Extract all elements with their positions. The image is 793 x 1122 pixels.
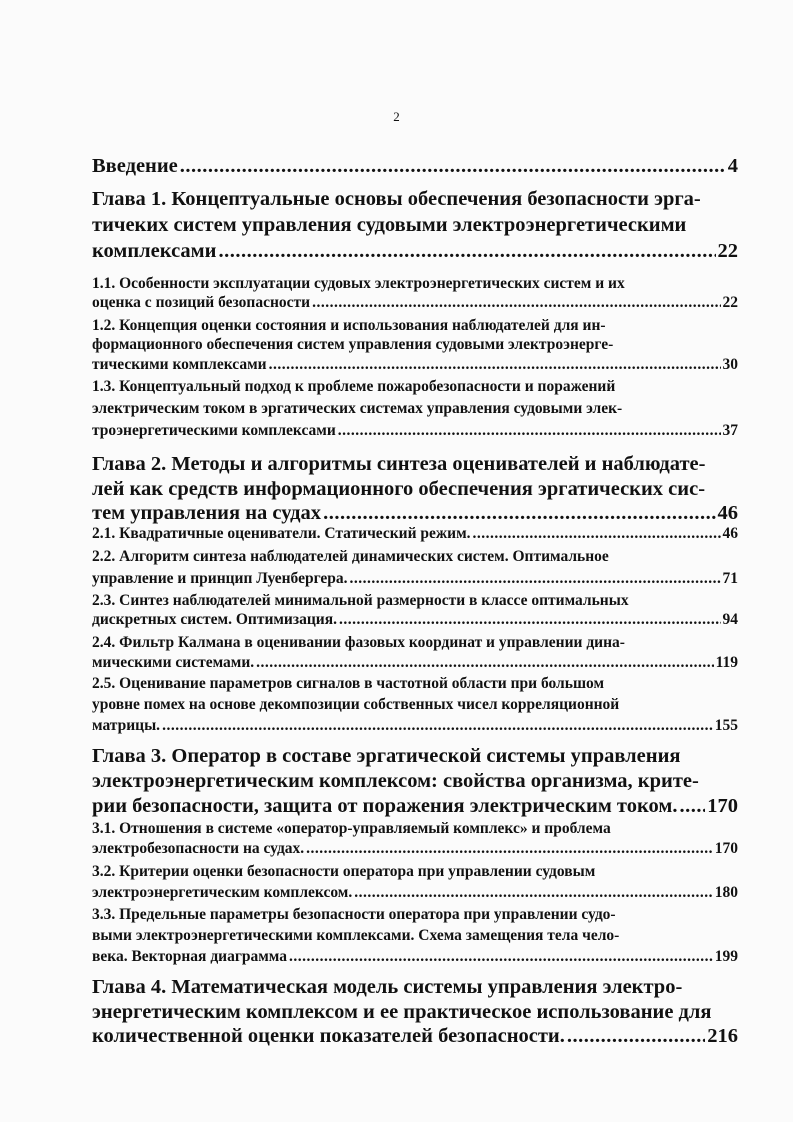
toc-text: рии безопасности, защита от поражения электрическим током. xyxy=(92,795,678,817)
toc-section-1-3-last[interactable] xyxy=(92,422,738,440)
toc-text: лей как средств информационного обеспечения эргатических сис- xyxy=(92,478,706,500)
toc-text: 2.5. Оценивание параметров сигналов в частотной области при большом xyxy=(92,675,605,692)
toc-chapter-2-line-1[interactable] xyxy=(92,453,738,476)
toc-text: выми электроэнергетическими комплексами. Схема замещения тела чело- xyxy=(92,927,620,944)
toc-section-2-5-line-2[interactable] xyxy=(92,696,738,714)
toc-section-2-2-last[interactable] xyxy=(92,570,738,588)
toc-page: 22 xyxy=(722,294,738,311)
toc-chapter-3-last[interactable] xyxy=(92,795,738,818)
toc-section-2-2-line-1[interactable] xyxy=(92,548,738,566)
toc-text: комплексами xyxy=(92,240,217,262)
toc-section-3-1-line-1[interactable] xyxy=(92,820,738,838)
toc-page: 46 xyxy=(717,502,738,524)
toc-text: тем управления на судах xyxy=(92,502,322,524)
toc-section-2-3-line-1[interactable] xyxy=(92,592,738,610)
toc-section-1-3-line-2[interactable] xyxy=(92,400,738,418)
toc-text: Глава 2. Методы и алгоритмы синтеза оценивателей и наблюдате- xyxy=(92,453,706,475)
toc-text: 2.1. Квадратичные оцениватели. Статический режим. xyxy=(92,525,471,542)
toc-section-1-2-last[interactable] xyxy=(92,356,738,374)
toc-page: 170 xyxy=(714,840,738,857)
toc-chapter-1-line-2[interactable] xyxy=(92,214,738,237)
toc-page: 155 xyxy=(714,717,738,734)
dot-leader xyxy=(339,611,721,629)
toc-section-2-3-last[interactable] xyxy=(92,611,738,629)
toc-text: уровне помех на основе декомпозиции собственных чисел корреляционной xyxy=(92,696,620,713)
toc-text: управление и принцип Луенбергера. xyxy=(92,570,348,587)
dot-leader xyxy=(679,795,705,818)
toc-section-2-4-line-1[interactable] xyxy=(92,634,738,652)
toc-page: 119 xyxy=(715,654,738,671)
dot-leader xyxy=(473,525,721,543)
dot-leader xyxy=(354,884,713,902)
toc-text: Глава 1. Концептуальные основы обеспечения безопасности эрга- xyxy=(92,188,701,210)
toc-entry-intro[interactable] xyxy=(92,155,738,178)
toc-text: тичеких систем управления судовыми электроэнергетическими xyxy=(92,214,687,236)
toc-text: тическими комплексами xyxy=(92,356,267,373)
dot-leader xyxy=(350,570,721,588)
toc-section-2-5-line-1[interactable] xyxy=(92,675,738,693)
toc-text: 1.2. Концепция оценки состояния и использования наблюдателей для ин- xyxy=(92,317,606,334)
toc-section-2-4-last[interactable] xyxy=(92,654,738,672)
dot-leader xyxy=(180,155,726,178)
dot-leader xyxy=(312,294,720,312)
toc-page: 46 xyxy=(722,525,738,542)
toc-section-3-2-last[interactable] xyxy=(92,884,738,902)
page-number: 2 xyxy=(393,109,400,124)
toc-section-3-3-line-1[interactable] xyxy=(92,906,738,924)
toc-text: энергетическим комплексом и ее практическое использование для xyxy=(92,1001,712,1023)
toc-text: электробезопасности на судах. xyxy=(92,840,305,857)
toc-page: 199 xyxy=(714,948,738,965)
toc-section-3-3-last[interactable] xyxy=(92,948,738,966)
toc-text: 3.1. Отношения в системе «оператор-управляемый комплекс» и проблема xyxy=(92,820,611,837)
toc-section-3-2-line-1[interactable] xyxy=(92,863,738,881)
toc-text: количественной оценки показателей безопасности. xyxy=(92,1025,565,1047)
toc-chapter-2-last[interactable] xyxy=(92,502,738,525)
toc-page: 30 xyxy=(722,356,738,373)
toc-chapter-4-line-2[interactable] xyxy=(92,1001,738,1024)
dot-leader xyxy=(162,717,713,735)
toc-chapter-3-line-1[interactable] xyxy=(92,745,738,768)
toc-page: 170 xyxy=(707,795,738,817)
toc-page: 94 xyxy=(722,611,738,628)
toc-text: электроэнергетическим комплексом: свойства организма, крите- xyxy=(92,770,699,792)
toc-section-1-2-line-2[interactable] xyxy=(92,336,738,354)
toc-chapter-3-line-2[interactable] xyxy=(92,770,738,793)
toc-chapter-1-line-1[interactable] xyxy=(92,188,738,211)
toc-title: Введение xyxy=(92,155,178,177)
toc-text: дискретных систем. Оптимизация. xyxy=(92,611,337,628)
toc-text: 1.1. Особенности эксплуатации судовых электроэнергетических систем и их xyxy=(92,275,625,292)
toc-text: троэнергетическими комплексами xyxy=(92,422,336,439)
toc-text: электроэнергетическим комплексом. xyxy=(92,884,353,901)
dot-leader xyxy=(338,422,721,440)
toc-chapter-1-last[interactable] xyxy=(92,240,738,263)
toc-text: 2.3. Синтез наблюдателей минимальной размерности в классе оптимальных xyxy=(92,592,629,609)
toc-text: 1.3. Концептуальный подход к проблеме пожаробезопасности и поражений xyxy=(92,378,616,395)
toc-chapter-4-line-1[interactable] xyxy=(92,976,738,999)
dot-leader xyxy=(323,502,715,525)
toc-section-3-3-line-2[interactable] xyxy=(92,927,738,945)
toc-section-2-1[interactable] xyxy=(92,525,738,543)
toc-text: Глава 4. Математическая модель системы управления электро- xyxy=(92,976,683,998)
toc-text: 3.2. Критерии оценки безопасности оператора при управлении судовым xyxy=(92,863,596,880)
toc-text: века. Векторная диаграмма xyxy=(92,948,288,965)
toc-text: матрицы. xyxy=(92,717,161,734)
dot-leader xyxy=(289,948,713,966)
toc-text: 2.2. Алгоритм синтеза наблюдателей динамических систем. Оптимальное xyxy=(92,548,609,565)
toc-section-1-1-last[interactable] xyxy=(92,294,738,312)
toc-page: 71 xyxy=(722,570,738,587)
toc-chapter-4-last[interactable] xyxy=(92,1025,738,1048)
toc-page: 180 xyxy=(714,884,738,901)
dot-leader xyxy=(269,356,721,374)
toc-text: оценка с позиций безопасности xyxy=(92,294,311,311)
toc-chapter-2-line-2[interactable] xyxy=(92,478,738,501)
toc-text: Глава 3. Оператор в составе эргатической системы управления xyxy=(92,745,681,767)
dot-leader xyxy=(256,654,713,672)
toc-text: 3.3. Предельные параметры безопасности оператора при управлении судо- xyxy=(92,906,616,923)
toc-page: 216 xyxy=(707,1025,738,1047)
toc-text: мическими системами. xyxy=(92,654,255,671)
toc-section-1-2-line-1[interactable] xyxy=(92,317,738,335)
toc-section-1-1-line-1[interactable] xyxy=(92,275,738,293)
toc-page: 37 xyxy=(722,422,738,439)
toc-text: формационного обеспечения систем управления судовыми электроэнерге- xyxy=(92,336,614,353)
dot-leader xyxy=(218,240,715,263)
toc-text: 2.4. Фильтр Калмана в оценивании фазовых координат и управлении дина- xyxy=(92,634,625,651)
toc-page: 22 xyxy=(717,240,738,262)
toc-section-2-5-last[interactable] xyxy=(92,717,738,735)
toc-section-3-1-last[interactable] xyxy=(92,840,738,858)
toc-section-1-3-line-1[interactable] xyxy=(92,378,738,396)
dot-leader xyxy=(306,840,713,858)
toc-page: 4 xyxy=(727,155,738,177)
toc-text: электрическим током в эргатических системах управления судовыми элек- xyxy=(92,400,623,417)
dot-leader xyxy=(567,1025,705,1048)
